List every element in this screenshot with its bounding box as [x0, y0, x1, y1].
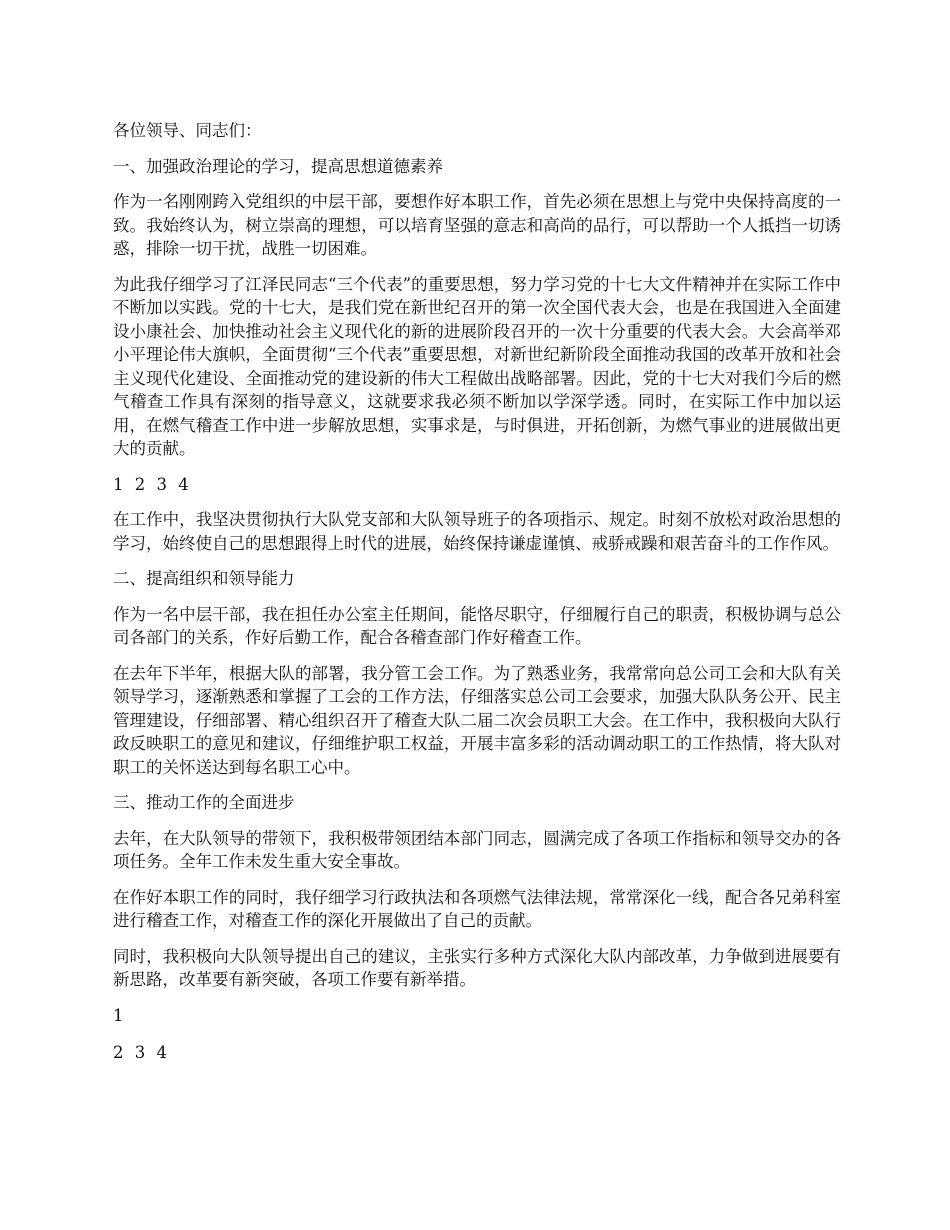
salutation: 各位领导、同志们： — [113, 121, 262, 140]
section-heading-3: 三、推动工作的全面进步 — [113, 793, 295, 812]
paragraph: 去年，在大队领导的带领下，我积极带领团结本部门同志，圆满完成了各项工作指标和领导交办的各项任务。全年工作未发生重大安全事故。 — [113, 828, 841, 871]
document-page — [113, 119, 841, 1077]
page-number-line: 2 3 4 — [113, 1043, 170, 1062]
paragraph: 在工作中，我坚决贯彻执行大队党支部和大队领导班子的各项指示、规定。时刻不放松对政治思想的学习，始终使自己的思想跟得上时代的进展，始终保持谦虚谨慎、戒骄戒躁和艰苦奋斗的工作作风。 — [113, 510, 841, 553]
paragraph: 在作好本职工作的同时，我仔细学习行政执法和各项燃气法律法规，常常深化一线，配合各兄弟科室进行稽查工作，对稽查工作的深化开展做出了自己的贡献。 — [113, 887, 841, 930]
paragraph: 同时，我积极向大队领导提出自己的建议，主张实行多种方式深化大队内部改革，力争做到进展要有新思路，改革要有新突破，各项工作要有新举措。 — [113, 946, 841, 989]
section-heading-1: 一、加强政治理论的学习，提高思想道德素养 — [113, 156, 443, 176]
paragraph: 为此我仔细学习了江泽民同志“三个代表”的重要思想，努力学习党的十七大文件精神并在实际工作中不断加以实践。党的十七大，是我们党在新世纪召开的第一次全国代表大会，也是在我国进入全面建设小康社会、加快推动社会主义现代化的新的进展阶段召开的一次十分重要的代表大会。大会高举邓小平理论伟大旗帜，全面贯彻“三个代表”重要思想，对新世纪新阶段全面推动我国的改革开放和社会主义现代化建设、全面推动党的建设新的伟大工程做出战略部署。因此，党的十七大对我们今后的燃气稽查工作具有深刻的指导意义，这就要求我必须不断加以学深学透。同时，在实际工作中加以运用，在燃气稽查工作中进一步解放思想，实事求是，与时俱进，开拓创新，为燃气事业的进展做出更大的贡献。 — [113, 274, 841, 458]
page-number-line: 1 — [113, 1005, 127, 1025]
page-number-line: 1 2 3 4 — [113, 474, 192, 494]
paragraph: 作为一名刚刚跨入党组织的中层干部，要想作好本职工作，首先必须在思想上与党中央保持高度的一致。我始终认为，树立崇高的理想，可以培育坚强的意志和高尚的品行，可以帮助一个人抵挡一切诱惑，排除一切干扰，战胜一切困难。 — [113, 192, 841, 258]
paragraph: 在去年下半年，根据大队的部署，我分管工会工作。为了熟悉业务，我常常向总公司工会和大队有关领导学习，逐渐熟悉和掌握了工会的工作方法，仔细落实总公司工会要求，加强大队队务公开、民主管理建设，仔细部署、精心组织召开了稽查大队二届二次会员职工大会。在工作中，我积极向大队行政反映职工的意见和建议，仔细维护职工权益，开展丰富多彩的活动调动职工的工作热情，将大队对职工的关怀送达到每名职工心中。 — [113, 663, 841, 777]
paragraph: 作为一名中层干部，我在担任办公室主任期间，能恪尽职守，仔细履行自己的职责，积极协调与总公司各部门的关系，作好后勤工作，配合各稽查部门作好稽查工作。 — [113, 604, 841, 647]
section-heading-2: 二、提高组织和领导能力 — [113, 569, 295, 588]
